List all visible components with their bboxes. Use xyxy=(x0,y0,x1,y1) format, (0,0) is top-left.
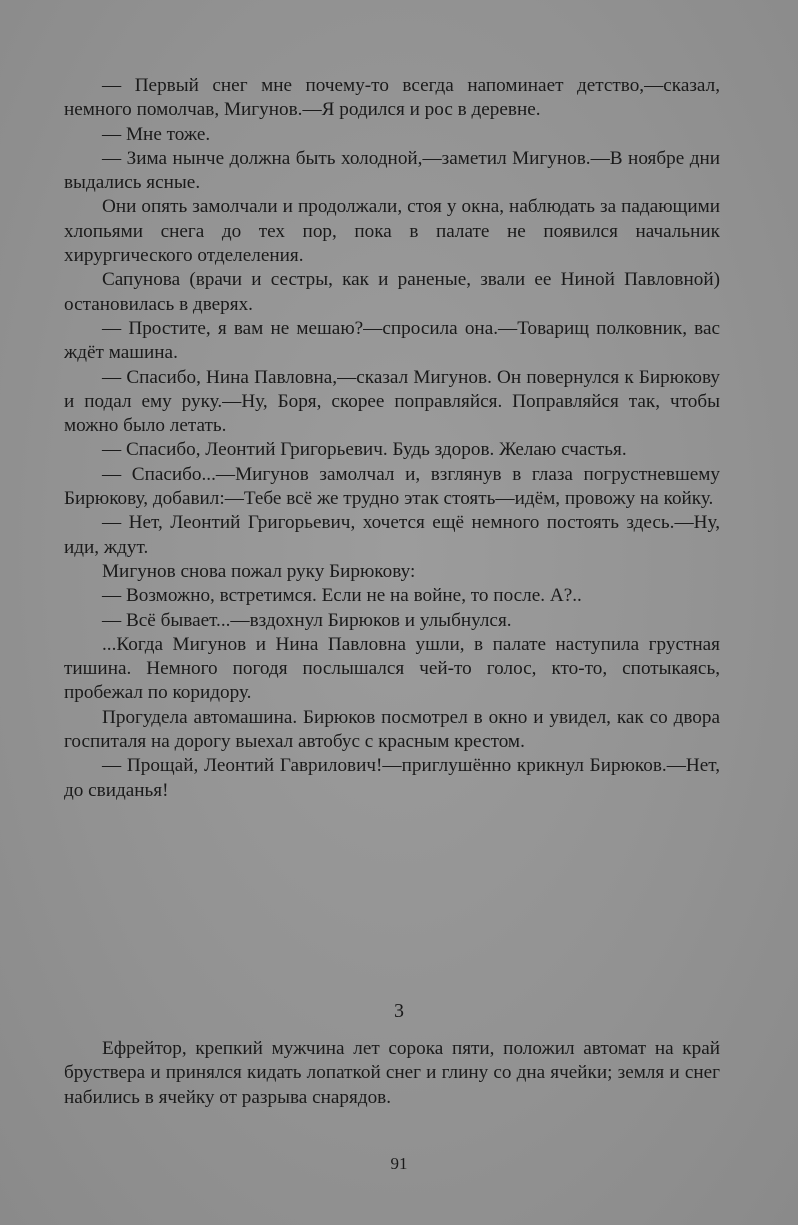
paragraph: — Всё бывает...—вздохнул Бирюков и улыбнулся. xyxy=(102,609,512,631)
paragraph: — Нет, Леонтий Григорьевич, хочется ещё немного постоять здесь.—Ну, иди, ждут. xyxy=(64,512,720,558)
paragraph: — Зима нынче должна быть холодной,—заметил Мигунов.—В ноябре дни выдались ясные. xyxy=(64,147,720,194)
paragraph: — Спасибо...—Мигунов замолчал и, взглянув в глаза погрустневшему Бирюкову, добавил:—Тебе всё же трудно этак стоять—идём, провожу на койку. xyxy=(64,463,720,510)
chapter-number: 3 xyxy=(394,1000,404,1022)
main-text xyxy=(64,74,720,803)
paragraph: Они опять замолчали и продолжали, стоя у окна, наблюдать за падающими хлопьями снега до тех пор, пока в палате не появился начальник хирургического отделеления. xyxy=(64,196,720,267)
paragraph: — Возможно, встретимся. Если не на войне, то после. А?.. xyxy=(102,585,582,607)
paragraph: Прогудела автомашина. Бирюков посмотрел в окно и увидел, как со двора госпиталя на дорогу выехал автобус с красным крестом. xyxy=(64,706,720,753)
paragraph: — Первый снег мне почему-то всегда напоминает детство,—сказал, немного помолчав, Мигунов.—Я родился и рос в деревне. xyxy=(64,75,720,121)
paragraph: Сапунова (врачи и сестры, как и раненые, звали ее Ниной Павловной) остановилась в дверях. xyxy=(64,269,720,315)
paragraph: Ефрейтор, крепкий мужчина лет сорока пяти, положил автомат на край бруствера и принялся кидать лопаткой снег и глину со дна ячейки; земля и снег набились в ячейку от разрыва снарядов. xyxy=(64,1038,720,1108)
paragraph: ...Когда Мигунов и Нина Павловна ушли, в палате наступила грустная тишина. Немного погодя послышался чей-то голос, кто-то, спотыкаясь, пробежал по коридору. xyxy=(64,633,720,704)
paragraph: Мигунов снова пожал руку Бирюкову: xyxy=(102,560,416,582)
paragraph: — Мне тоже. xyxy=(102,123,211,145)
paragraph: — Простите, я вам не мешаю?—спросила она.—Товарищ полковник, вас ждёт машина. xyxy=(64,317,720,364)
paragraph: — Спасибо, Леонтий Григорьевич. Будь здоров. Желаю счастья. xyxy=(102,439,627,461)
paragraph: — Спасибо, Нина Павловна,—сказал Мигунов. Он повернулся к Бирюкову и подал ему руку.—Ну, Боря, скорее поправляйся. Поправляйся так, чтобы можно было летать. xyxy=(64,366,720,437)
page-number: 91 xyxy=(390,1154,408,1173)
chapter-text xyxy=(64,1037,720,1110)
paragraph: — Прощай, Леонтий Гаврилович!—приглушённо крикнул Бирюков.—Нет, до свиданья! xyxy=(64,755,720,801)
